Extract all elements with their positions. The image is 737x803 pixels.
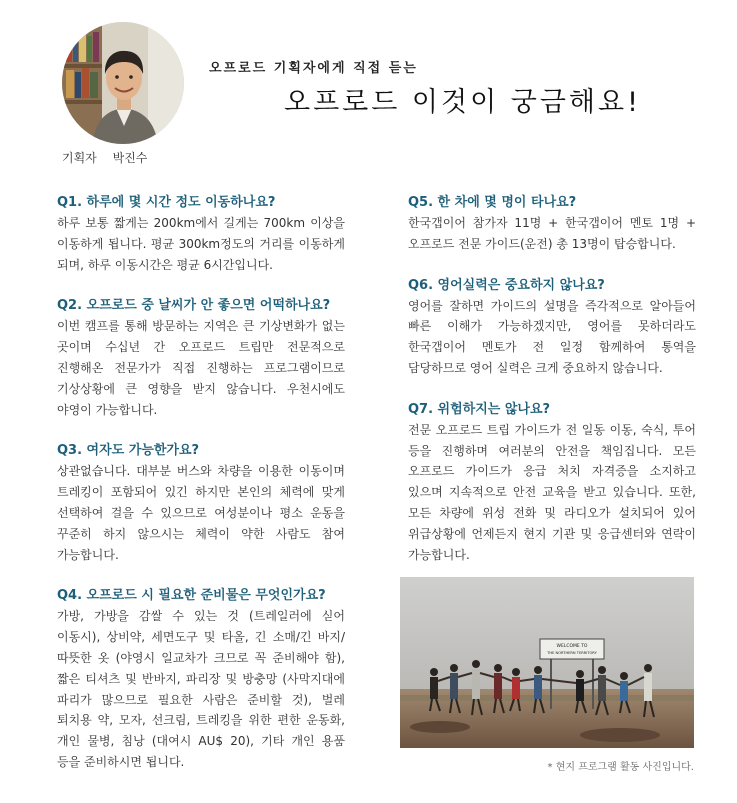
author-role: 기획자 <box>62 151 97 165</box>
author-portrait-image <box>62 22 184 144</box>
sign-line-2: THE NORTHERN TERRITORY <box>547 651 597 655</box>
faq-question: Q1. 하루에 몇 시간 정도 이동하나요? <box>57 195 276 210</box>
faq-answer: 전문 오프로드 트립 가이드가 전 일동 이동, 숙식, 투어 등을 진행하며 여러분의 안전을 책임집니다. 모든 오프로드 가이드가 응급 처치 자격증을 소지하고 있으며 지속적으로 안전 교육을 받고 있습니다. 또한, 모든 차량에 위성 전화 및 라디오가 설치되어 있어 위급상황에 언제든지 현지 기관 및 응급센터와 연락이 가능합니다. <box>408 422 696 562</box>
sign-line-1: WELCOME TO <box>556 644 588 649</box>
faq-answer: 상관없습니다. 대부분 버스와 차량을 이용한 이동이며 트레킹이 포함되어 있긴 하지만 본인의 체력에 맞게 선택하여 걸을 수 있으므로 여성분이나 평소 운동을 꾸준히 하지 않으시는 체력이 약한 사람도 참여 가능합니다. <box>57 464 345 562</box>
faq-item <box>408 193 696 255</box>
page-title: 오프로드 이것이 궁금해요! <box>284 87 641 118</box>
faq-answer: 영어를 잘하면 가이드의 설명을 즉각적으로 알아들어 빠른 이해가 가능하겠지만, 영어를 못하더라도 한국갭이어 멘토가 전 일정 함께하여 통역을 담당하므로 영어 실력은 크게 중요하지 않습니다. <box>408 298 696 375</box>
author-caption <box>62 149 192 166</box>
faq-column-left <box>57 193 345 794</box>
faq-question: Q2. 오프로드 중 날씨가 안 좋으면 어떡하나요? <box>57 298 331 314</box>
faq-question: Q3. 여자도 가능한가요? <box>57 443 200 459</box>
faq-item <box>408 400 696 566</box>
author-avatar <box>62 22 184 144</box>
activity-photo-image <box>400 577 694 748</box>
faq-question: Q5. 한 차에 몇 명이 타나요? <box>408 195 577 210</box>
faq-question: Q4. 오프로드 시 필요한 준비물은 무엇인가요? <box>57 588 326 604</box>
faq-answer: 이번 캠프를 통해 방문하는 지역은 큰 기상변화가 없는 곳이며 수십년 간 오프로드 트립만 전문적으로 진행해온 전문가가 직접 진행하는 프로그램이므로 기상상황에 큰 영향을 받지 않습니다. 우천시에도 야영이 가능합니다. <box>57 319 345 417</box>
faq-question: Q6. 영어실력은 중요하지 않나요? <box>408 277 605 293</box>
faq-answer: 가방, 가방을 감쌀 수 있는 것 (트레일러에 싣어 이동시), 상비약, 세면도구 및 타올, 긴 소매/긴 바지/ 따뜻한 옷 (야영시 일교차가 크므로 꼭 준비해야 함), 짧은 티셔츠 및 반바지, 파리장 및 방충망 (사막지대에 파리가 많으므로 필요한 사람은 준비할 것), 벌레 퇴치용 약, 모자, 선크림, 트레킹을 위한 편한 운동화, 개인 물병, 침낭 (대여시 AU$ 20), 기타 개인 용품 등을 준비하시면 됩니다. <box>57 609 345 769</box>
faq-item <box>57 586 345 772</box>
faq-question: Q7. 위험하지는 않나요? <box>408 401 551 417</box>
faq-item <box>57 296 345 420</box>
activity-photo <box>400 577 694 748</box>
author-name: 박진수 <box>112 151 148 165</box>
faq-answer: 하루 보통 짧게는 200km에서 길게는 700km 이상을 이동하게 됩니다. 평균 300km정도의 거리를 이동하게 되며, 하루 이동시간은 평균 6시간입니다. <box>57 216 345 272</box>
faq-column-right <box>408 193 696 586</box>
faq-item <box>57 193 345 275</box>
faq-item <box>57 441 345 565</box>
faq-answer: 한국갭이어 참가자 11명 + 한국갭이어 멘토 1명 + 오프로드 전문 가이드(운전) 총 13명이 탑승합니다. <box>408 216 696 251</box>
faq-item <box>408 276 696 379</box>
photo-caption: * 현지 프로그램 활동 사진입니다. <box>547 762 694 773</box>
page-subtitle: 오프로드 기획자에게 직접 듣는 <box>209 61 418 76</box>
